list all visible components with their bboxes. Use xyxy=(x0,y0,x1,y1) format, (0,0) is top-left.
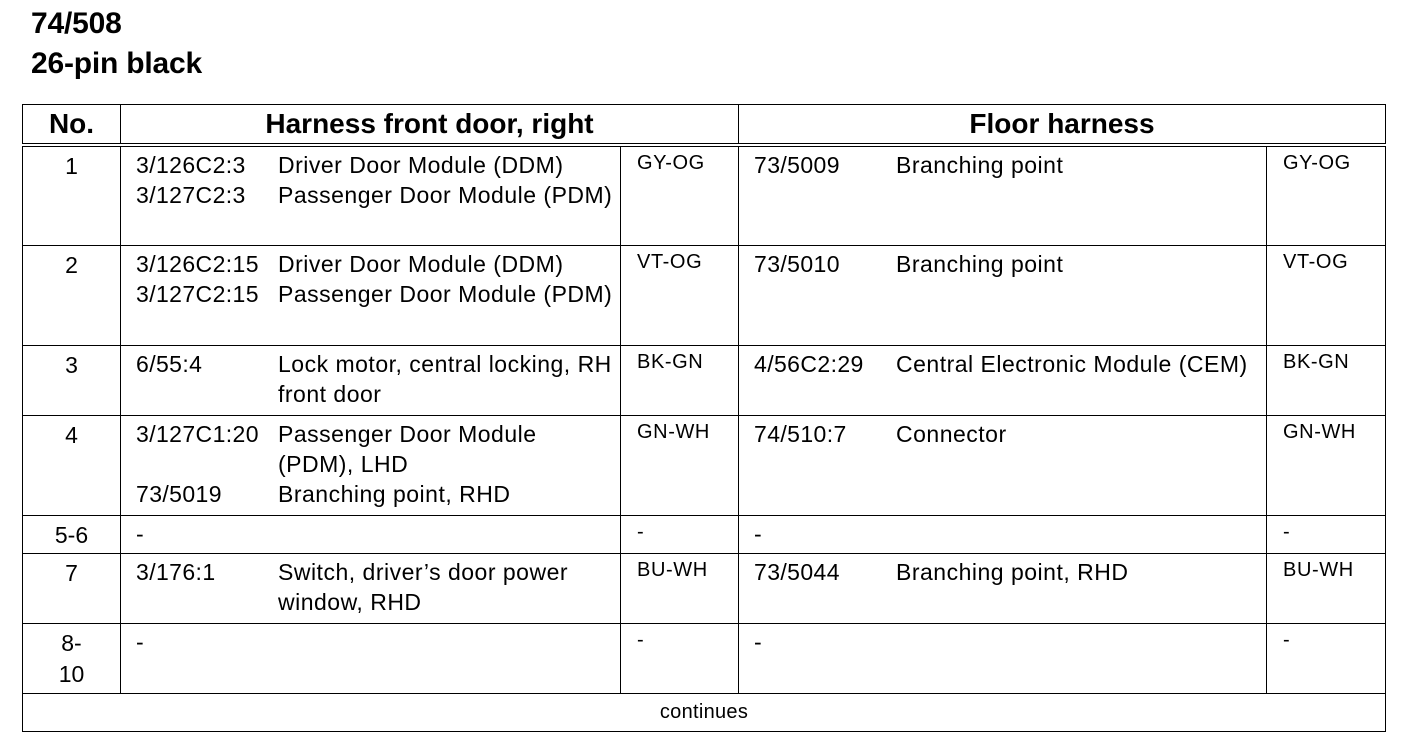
front-door-ref: 73/5019 xyxy=(136,480,222,507)
front-door-desc: Driver Door Module (DDM) xyxy=(278,250,564,277)
pin-number xyxy=(23,553,121,623)
floor-cell xyxy=(739,245,1267,345)
floor-ref: - xyxy=(754,520,763,547)
front-door-entry xyxy=(136,279,616,309)
floor-cell xyxy=(739,345,1267,415)
floor-entry xyxy=(754,150,1262,180)
table-row xyxy=(23,623,1386,693)
front-door-desc: Driver Door Module (DDM) xyxy=(278,152,564,178)
front-door-entry xyxy=(136,479,616,509)
front-door-desc xyxy=(278,627,616,657)
floor-wire-color: VT-OG xyxy=(1267,245,1386,345)
floor-cell xyxy=(739,515,1267,553)
floor-wire-color: GY-OG xyxy=(1267,145,1386,245)
front-door-ref: 3/126C2:15 xyxy=(136,250,259,277)
floor-desc: Branching point xyxy=(896,152,1064,178)
table-row xyxy=(23,245,1386,345)
table-row xyxy=(23,515,1386,553)
front-door-wire-color: BK-GN xyxy=(621,345,739,415)
floor-desc: Branching point, RHD xyxy=(896,558,1129,585)
floor-desc xyxy=(896,519,1262,549)
continues-note: continues xyxy=(23,693,1386,731)
floor-wire-color: - xyxy=(1267,515,1386,553)
pin-number-text: 5-6 xyxy=(54,521,89,548)
pin-number xyxy=(23,623,121,693)
floor-entry xyxy=(754,419,1262,449)
floor-desc: Branching point xyxy=(896,250,1064,277)
front-door-desc: Passenger Door Module (PDM), LHD xyxy=(278,420,537,477)
front-door-cell xyxy=(121,245,621,345)
column-header-floor: Floor harness xyxy=(739,105,1386,146)
front-door-cell xyxy=(121,415,621,515)
front-door-cell xyxy=(121,145,621,245)
floor-desc: Connector xyxy=(896,420,1007,447)
pin-number xyxy=(23,245,121,345)
floor-ref: - xyxy=(754,628,763,655)
front-door-ref: - xyxy=(136,628,145,655)
front-door-desc: Branching point, RHD xyxy=(278,480,511,507)
front-door-ref: 3/176:1 xyxy=(136,558,216,585)
pin-number xyxy=(23,145,121,245)
pin-number xyxy=(23,345,121,415)
front-door-wire-color: GN-WH xyxy=(621,415,739,515)
front-door-cell xyxy=(121,515,621,553)
column-header-front-door: Harness front door, right xyxy=(121,105,739,146)
front-door-ref: 3/127C2:3 xyxy=(136,182,246,208)
front-door-desc: Passenger Door Module (PDM) xyxy=(278,182,613,208)
front-door-cell xyxy=(121,553,621,623)
front-door-desc xyxy=(278,519,616,549)
pin-number-text: 4 xyxy=(65,421,78,448)
column-header-no: No. xyxy=(23,105,121,146)
floor-cell xyxy=(739,623,1267,693)
front-door-ref: 6/55:4 xyxy=(136,350,203,377)
front-door-ref: 3/127C1:20 xyxy=(136,420,259,447)
floor-entry xyxy=(754,519,1262,549)
front-door-entry xyxy=(136,349,616,409)
pin-number xyxy=(23,415,121,515)
pin-number-text: 3 xyxy=(65,351,78,378)
front-door-entry xyxy=(136,180,616,210)
front-door-entry xyxy=(136,150,616,180)
front-door-entry xyxy=(136,249,616,279)
front-door-desc: Switch, driver’s door power window, RHD xyxy=(278,558,569,615)
pin-number-text: 1 xyxy=(65,153,78,179)
floor-desc xyxy=(896,627,1262,657)
front-door-wire-color: - xyxy=(621,515,739,553)
floor-cell xyxy=(739,553,1267,623)
pin-number-text: 7 xyxy=(65,559,78,586)
front-door-ref: 3/126C2:3 xyxy=(136,152,246,178)
front-door-ref: - xyxy=(136,520,145,547)
pin-number xyxy=(23,515,121,553)
front-door-entry xyxy=(136,419,616,479)
table-row xyxy=(23,145,1386,245)
connector-description: 26-pin black xyxy=(31,47,202,80)
front-door-desc: Passenger Door Module (PDM) xyxy=(278,280,613,307)
table-header-row xyxy=(23,105,1386,146)
floor-entry xyxy=(754,557,1262,587)
front-door-cell xyxy=(121,345,621,415)
table-row xyxy=(23,415,1386,515)
floor-ref: 73/5009 xyxy=(754,152,840,178)
floor-entry xyxy=(754,349,1262,379)
floor-wire-color: BK-GN xyxy=(1267,345,1386,415)
pin-table xyxy=(22,104,1386,732)
floor-entry xyxy=(754,249,1262,279)
connector-id: 74/508 xyxy=(31,7,122,40)
front-door-entry xyxy=(136,557,616,617)
floor-ref: 74/510:7 xyxy=(754,420,847,447)
table-row xyxy=(23,345,1386,415)
floor-ref: 4/56C2:29 xyxy=(754,350,864,377)
front-door-wire-color: BU-WH xyxy=(621,553,739,623)
floor-cell xyxy=(739,145,1267,245)
floor-wire-color: - xyxy=(1267,623,1386,693)
floor-ref: 73/5044 xyxy=(754,558,840,585)
floor-entry xyxy=(754,627,1262,657)
floor-wire-color: GN-WH xyxy=(1267,415,1386,515)
table-row xyxy=(23,553,1386,623)
front-door-wire-color: - xyxy=(621,623,739,693)
floor-wire-color: BU-WH xyxy=(1267,553,1386,623)
floor-cell xyxy=(739,415,1267,515)
floor-ref: 73/5010 xyxy=(754,250,840,277)
table-footer-row xyxy=(23,693,1386,731)
pin-number-text: 2 xyxy=(65,251,78,278)
front-door-cell xyxy=(121,623,621,693)
front-door-wire-color: GY-OG xyxy=(621,145,739,245)
table-body xyxy=(23,145,1386,693)
front-door-entry xyxy=(136,627,616,657)
floor-desc: Central Electronic Module (CEM) xyxy=(896,350,1248,377)
front-door-wire-color: VT-OG xyxy=(621,245,739,345)
pin-number-text: 8- 10 xyxy=(58,629,85,687)
front-door-entry xyxy=(136,519,616,549)
front-door-ref: 3/127C2:15 xyxy=(136,280,259,307)
front-door-desc: Lock motor, central locking, RH front door xyxy=(278,350,612,407)
